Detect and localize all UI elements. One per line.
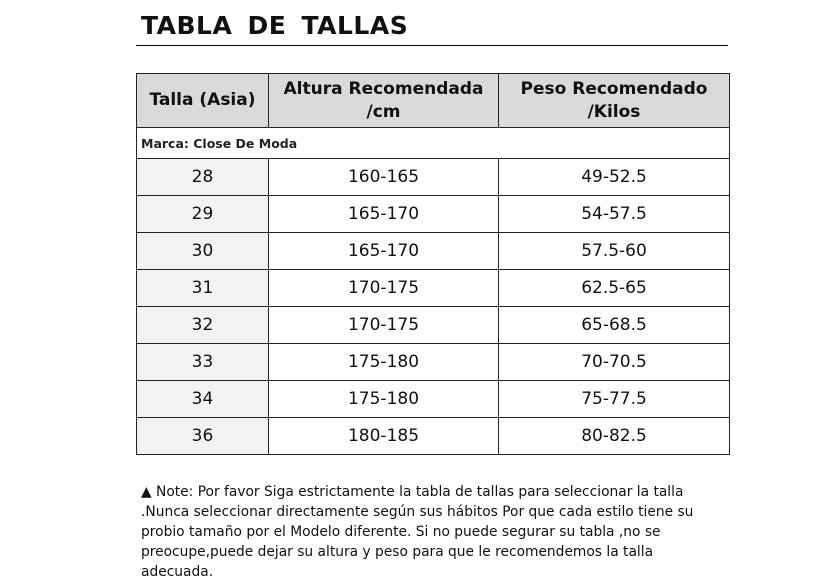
- header-weight: [499, 74, 730, 128]
- note-line: .Nunca seleccionar directamente según sus hábitos Por que cada estilo tiene su: [141, 504, 694, 520]
- size-cell: 29: [137, 196, 269, 233]
- weight-cell: 70-70.5: [499, 344, 730, 381]
- note-line: ▲ Note: Por favor Siga estrictamente la tabla de tallas para seleccionar la talla: [141, 484, 684, 500]
- size-cell: 30: [137, 233, 269, 270]
- height-cell: 165-170: [269, 196, 499, 233]
- height-cell: 160-165: [269, 159, 499, 196]
- header-height: [269, 74, 499, 128]
- note-line: adecuada.: [141, 564, 214, 580]
- table-row: [137, 196, 730, 233]
- weight-cell: 49-52.5: [499, 159, 730, 196]
- table-row: [137, 233, 730, 270]
- size-cell: 34: [137, 381, 269, 418]
- table-row: [137, 418, 730, 455]
- height-cell: 175-180: [269, 344, 499, 381]
- table-row: [137, 381, 730, 418]
- height-cell: 165-170: [269, 233, 499, 270]
- height-cell: 170-175: [269, 270, 499, 307]
- brand-row: [137, 128, 730, 159]
- note-line: preocupe,puede dejar su altura y peso para que le recomendemos la talla: [141, 544, 654, 560]
- table-row: [137, 344, 730, 381]
- size-chart-table: [136, 73, 730, 455]
- weight-cell: 65-68.5: [499, 307, 730, 344]
- size-cell: 31: [137, 270, 269, 307]
- note-line: probio tamaño por el Modelo diferente. Si no puede segurar su tabla ,no se: [141, 524, 661, 540]
- height-cell: 170-175: [269, 307, 499, 344]
- size-cell: 36: [137, 418, 269, 455]
- header-weight-label: Peso Recomendado: [520, 78, 708, 99]
- table-header-row: [137, 74, 730, 128]
- weight-cell: 57.5-60: [499, 233, 730, 270]
- size-cell: 28: [137, 159, 269, 196]
- weight-cell: 75-77.5: [499, 381, 730, 418]
- page-title: TABLA DE TALLAS: [141, 11, 409, 40]
- size-note: [141, 482, 733, 582]
- brand-label: Marca: Close De Moda: [137, 128, 730, 159]
- weight-cell: 80-82.5: [499, 418, 730, 455]
- weight-cell: 54-57.5: [499, 196, 730, 233]
- table-row: [137, 159, 730, 196]
- header-height-label: Altura Recomendada: [283, 78, 484, 99]
- header-height-unit: /cm: [366, 101, 401, 122]
- height-cell: 175-180: [269, 381, 499, 418]
- size-cell: 33: [137, 344, 269, 381]
- table-row: [137, 270, 730, 307]
- size-cell: 32: [137, 307, 269, 344]
- header-size-label: Talla (Asia): [149, 90, 256, 110]
- header-weight-unit: /Kilos: [587, 101, 641, 122]
- table-row: [137, 307, 730, 344]
- header-size: [137, 74, 269, 128]
- weight-cell: 62.5-65: [499, 270, 730, 307]
- height-cell: 180-185: [269, 418, 499, 455]
- title-divider: [136, 45, 728, 46]
